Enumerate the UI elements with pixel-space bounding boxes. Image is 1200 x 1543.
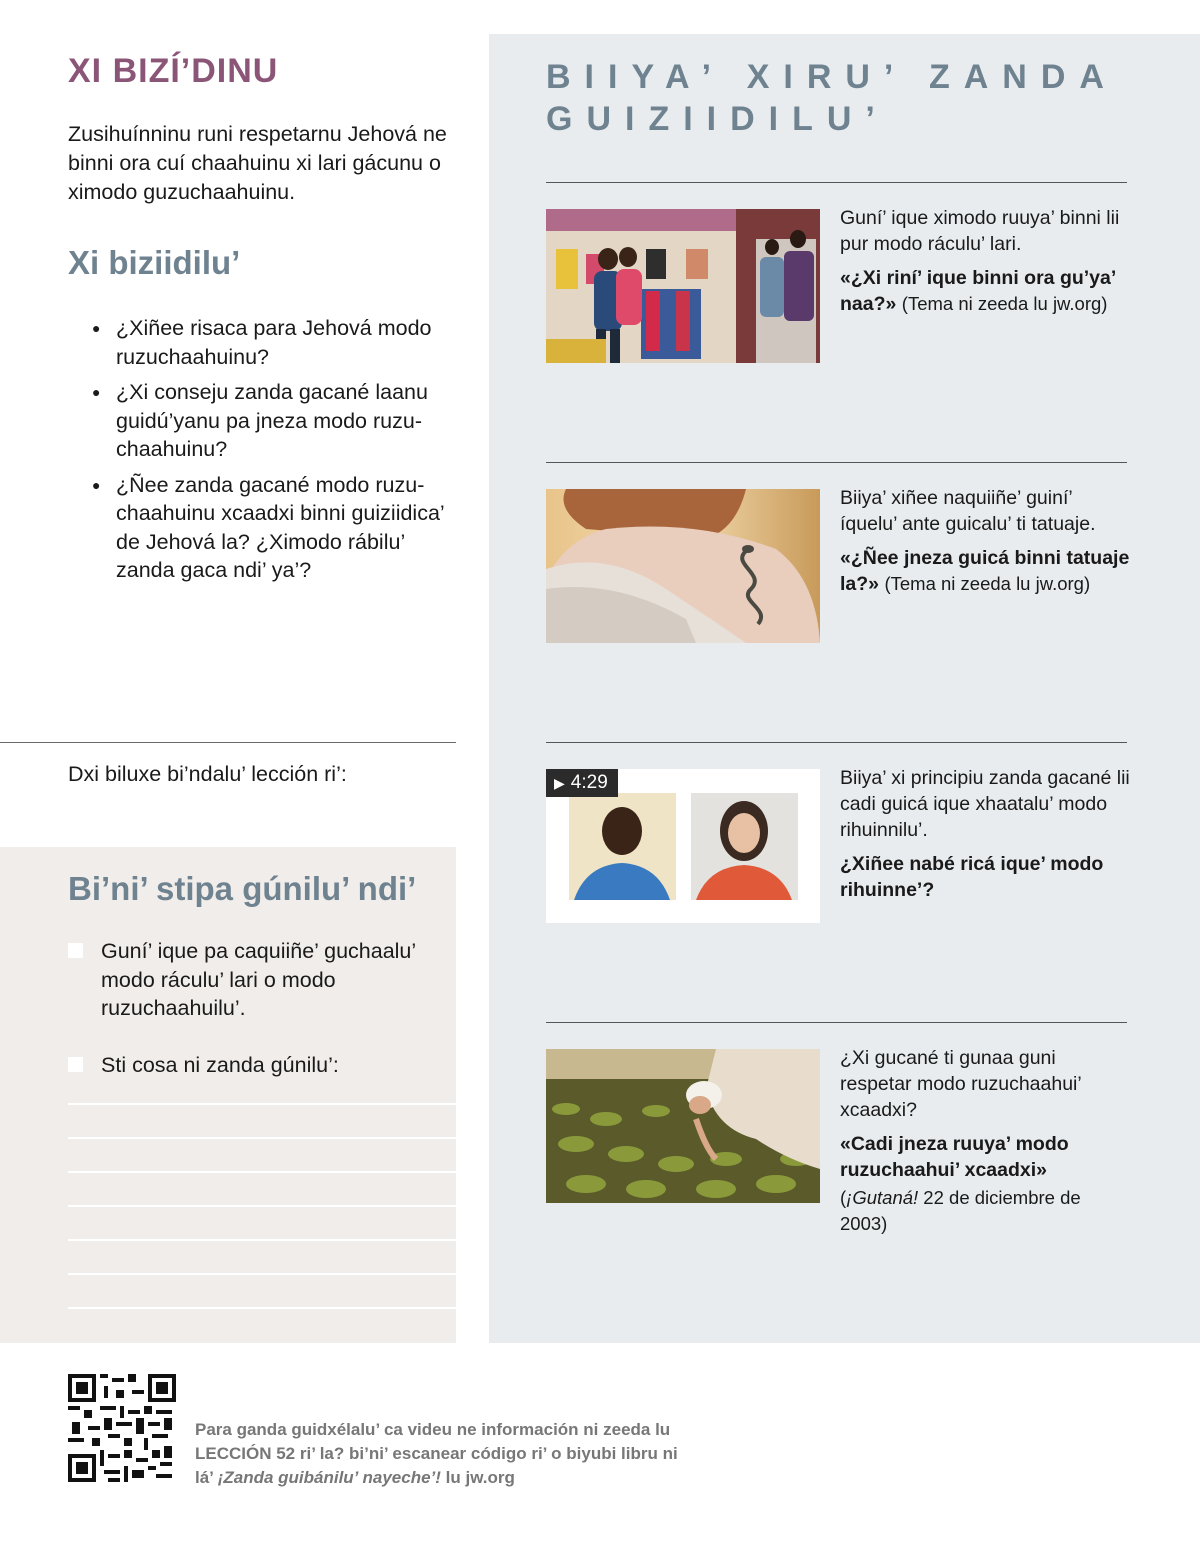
video-duration: 4:29 xyxy=(570,772,608,793)
clothing-store-photo[interactable] xyxy=(546,209,820,363)
divider xyxy=(546,742,1127,743)
explore-item-link[interactable] xyxy=(840,265,1130,317)
field-worker-illustration xyxy=(546,1049,820,1203)
explore-title: BIIYA’ XIRU’ ZANDA GUIZIIDILU’ xyxy=(546,58,1117,138)
explore-item-text xyxy=(840,485,1130,597)
explore-item-link-title[interactable]: «¿Xi riní’ ique binni ora gu’ya’ naa?» xyxy=(840,267,1116,315)
review-question: ● ¿Xi conseju zanda gacané laanu guidú’yanu pa jneza modo ruzuchaahuinu? xyxy=(92,378,462,464)
summary-text: Zusihuínninu runi respetarnu Jehová ne binni ora cuí chaahuinu xi lari gácunu o ximodo guzuchaahuinu. xyxy=(68,122,447,204)
review-question-list xyxy=(92,314,462,592)
footer-note xyxy=(195,1418,695,1490)
explore-item-intro: ¿Xi gucané ti gunaa guni respetar modo ruzuchaahui’ xcaadxi? xyxy=(840,1047,1081,1121)
footer-text-post: lu jw.org xyxy=(440,1468,515,1487)
explore-item-intro: Biiya’ xi principiu zanda gacané lii cadi guicá ique xhaatalu’ modo rihuinnilu’. xyxy=(840,767,1130,841)
divider xyxy=(0,742,456,743)
explore-item-text xyxy=(840,1045,1130,1237)
explore-item-intro: Biiya’ xiñee naquiiñe’ guiní’ íquelu’ ante guicalu’ ti tatuaje. xyxy=(840,487,1096,535)
video-duration-badge xyxy=(546,769,618,797)
goal-checkbox[interactable] xyxy=(68,943,83,958)
tattoo-illustration xyxy=(546,489,820,643)
review-title: Xi biziidilu’ xyxy=(68,244,241,281)
write-line[interactable] xyxy=(68,1205,456,1207)
explore-item-link[interactable] xyxy=(840,545,1130,597)
source-publication: ¡Gutaná! xyxy=(846,1187,919,1208)
qr-code[interactable] xyxy=(68,1374,176,1482)
divider xyxy=(546,462,1127,463)
clothing-store-illustration xyxy=(546,209,820,363)
write-line[interactable] xyxy=(68,1171,456,1173)
goal-panel xyxy=(0,847,456,1343)
goal-title: Bi’ni’ stipa gúnilu’ ndi’ xyxy=(68,870,417,907)
explore-item-source: (Tema ni zeeda lu jw.org) xyxy=(884,573,1091,594)
field-worker-photo[interactable] xyxy=(546,1049,820,1203)
goal-text: Sti cosa ni zanda gúnilu’: xyxy=(101,1053,339,1077)
write-line[interactable] xyxy=(68,1137,456,1139)
explore-item-link[interactable]: «Cadi jneza ruuya’ modo ruzuchaahui’ xcaadxi» xyxy=(840,1133,1069,1181)
explore-item-text xyxy=(840,205,1130,317)
review-question: ● ¿Ñee zanda gacané modo ruzuchaahuinu xcaadxi binni guiziidica’ de Jehová la? ¿Ximodo rábilu’ zanda gaca ndi’ ya’? xyxy=(92,471,462,585)
divider xyxy=(546,182,1127,183)
review-question: ● ¿Xiñee risaca para Jehová modo ruzuchaahuinu? xyxy=(92,314,462,371)
section-title: XI BIZÍ’DINU xyxy=(68,52,279,90)
goal-item xyxy=(68,937,428,1023)
qr-code-icon xyxy=(68,1374,176,1482)
goal-checkbox[interactable] xyxy=(68,1057,83,1072)
explore-item-intro: Guní’ ique ximodo ruuya’ binni lii pur modo ráculu’ lari. xyxy=(840,207,1120,255)
footer-text-pre: Para ganda guidxélalu’ ca videu ne información ni zeeda lu LECCIÓN 52 ri’ la? bi’ni’ escanear código ri’ o biyubi libru ni lá’ xyxy=(195,1420,678,1487)
source-date: 22 de diciembre de 2003) xyxy=(840,1187,1081,1234)
goal-text: Guní’ ique pa caquiiñe’ guchaalu’ modo ráculu’ lari o modo ruzuchaahuilu’. xyxy=(101,939,416,1020)
explore-item-link-title[interactable]: «¿Ñee jneza guicá binni tatuaje la?» xyxy=(840,547,1130,595)
learned-label: Dxi biluxe bi’ndalu’ lección ri’: xyxy=(68,762,347,786)
explore-item-link[interactable]: ¿Xiñee nabé ricá ique’ modo rihuinne’? xyxy=(840,853,1104,901)
explore-item-text xyxy=(840,765,1130,903)
explore-item-source xyxy=(840,1185,1130,1237)
write-line[interactable] xyxy=(68,1273,456,1275)
write-line[interactable] xyxy=(68,1239,456,1241)
goal-item xyxy=(68,1051,428,1080)
write-line[interactable] xyxy=(68,1307,456,1309)
footer-book-title: ¡Zanda guibánilu’ nayeche’! xyxy=(217,1468,441,1487)
play-icon[interactable]: ▶ xyxy=(554,775,565,791)
source-paren: ( xyxy=(840,1187,847,1208)
video-two-speakers[interactable] xyxy=(546,769,820,923)
write-line[interactable] xyxy=(68,1103,456,1105)
divider xyxy=(546,1022,1127,1023)
explore-item-source: (Tema ni zeeda lu jw.org) xyxy=(901,293,1108,314)
tattoo-shoulder-photo[interactable] xyxy=(546,489,820,643)
